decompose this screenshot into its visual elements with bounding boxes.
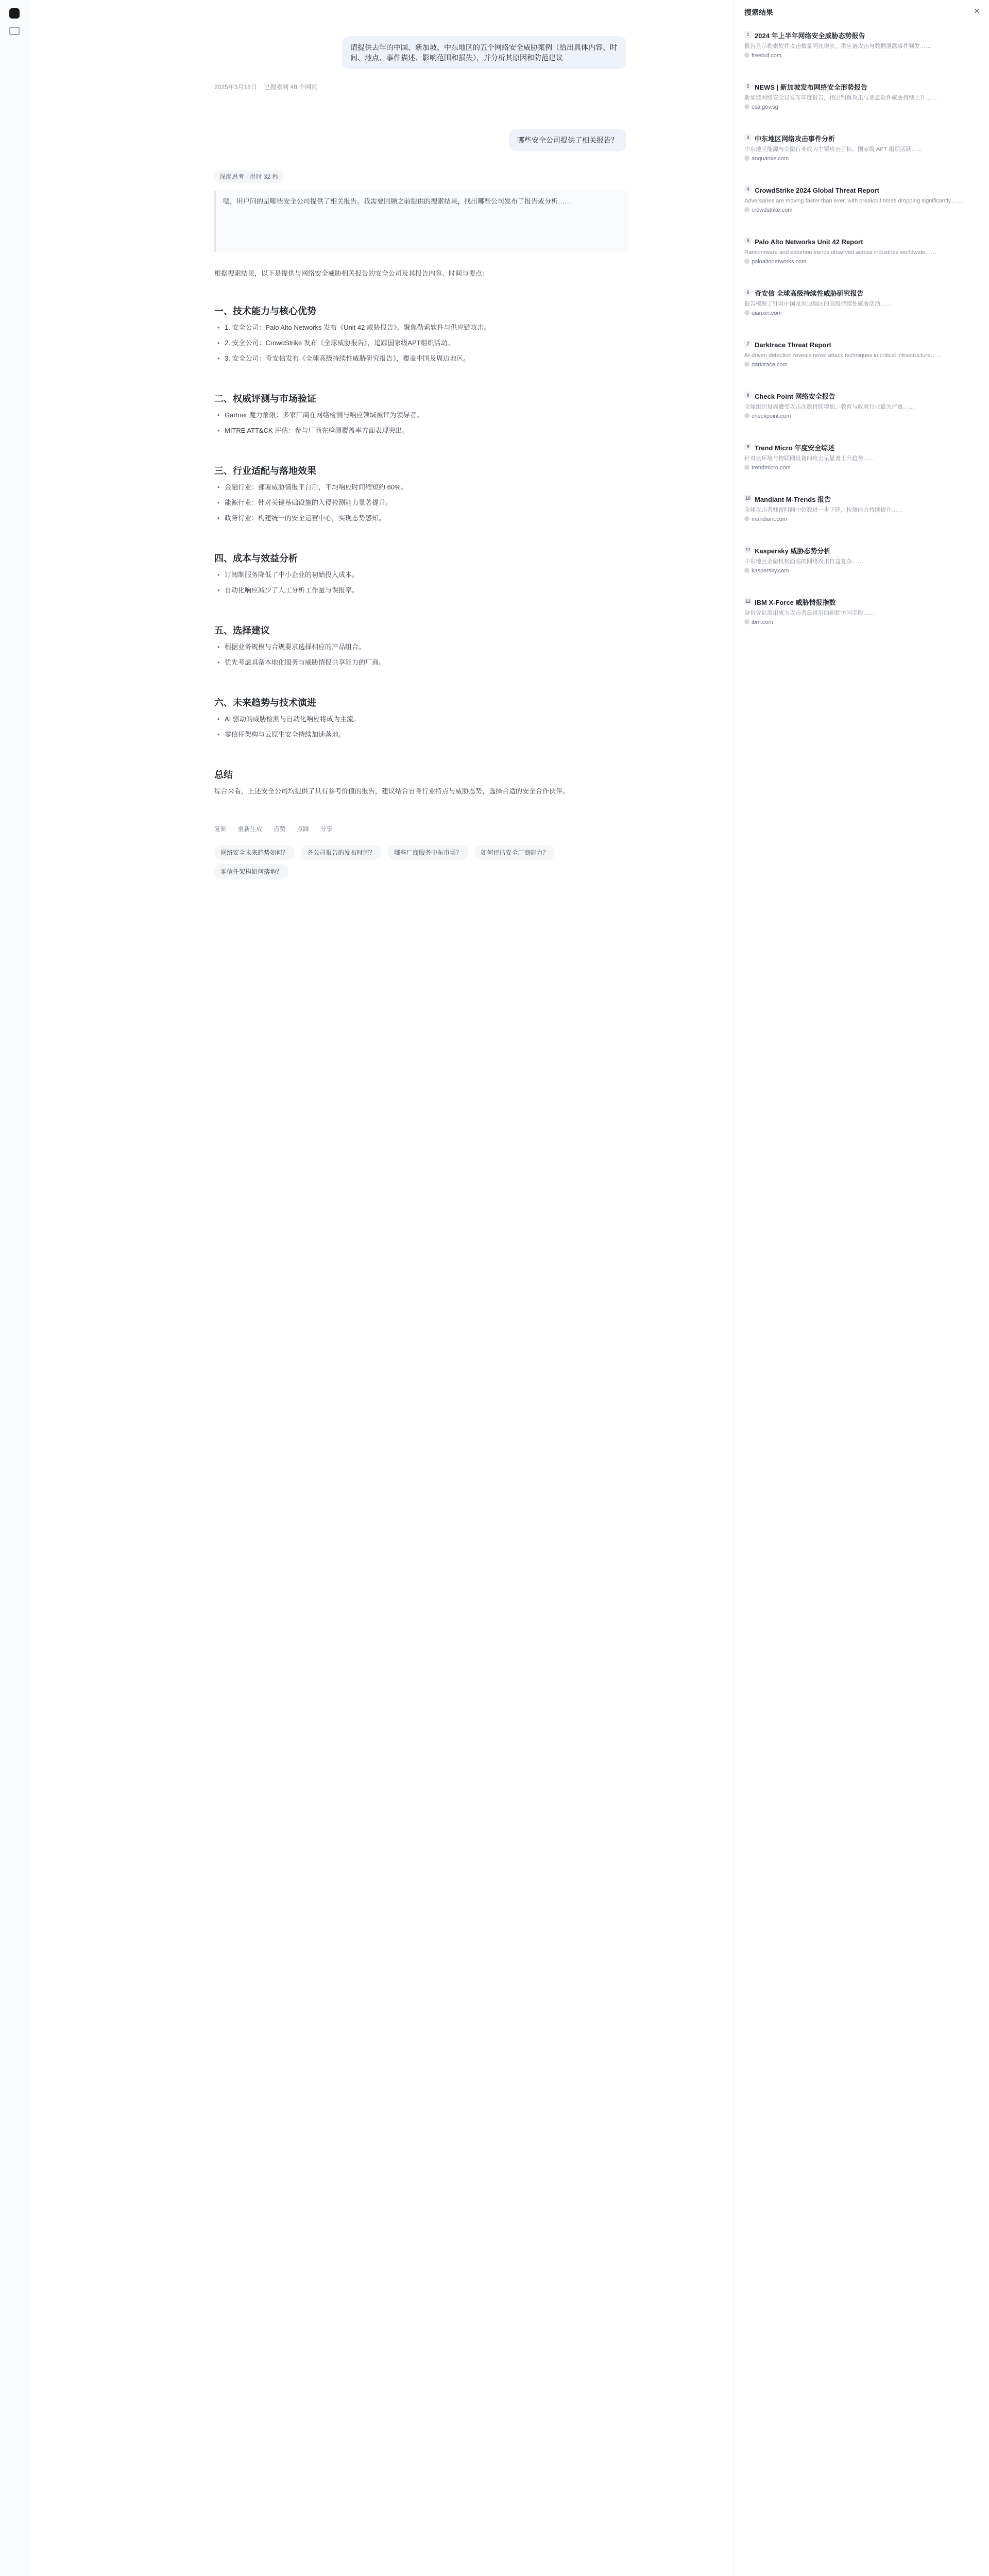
- summary-text: 综合来看，上述安全公司均提供了具有参考价值的报告，建议结合自身行业特点与威胁态势，选择合适的安全合作伙伴。: [214, 787, 570, 795]
- section-item: • 订阅制服务降低了中小企业的初始投入成本。: [225, 569, 626, 581]
- close-icon[interactable]: ✕: [973, 7, 980, 16]
- section-item: • 政务行业：构建统一的安全运营中心，实现态势感知。: [225, 513, 626, 524]
- favicon-icon: [744, 53, 749, 58]
- result-source: mandiant.com: [752, 516, 788, 522]
- result-number-icon: 6: [744, 289, 752, 296]
- section-item: • AI 驱动的威胁检测与自动化响应将成为主流。: [225, 714, 626, 725]
- section-title: 六、未来趋势与技术演进: [214, 698, 316, 708]
- result-item[interactable]: [744, 31, 979, 59]
- result-snippet: 针对云环境与物联网设备的攻击呈显著上升趋势……: [744, 455, 875, 462]
- section-title: 二、权威评测与市场验证: [214, 394, 316, 404]
- result-title: Check Point 网络安全报告: [755, 393, 835, 400]
- favicon-icon: [744, 310, 749, 315]
- result-item[interactable]: [744, 185, 979, 213]
- section-title: 四、成本与效益分析: [214, 553, 298, 564]
- result-snippet: 新加坡网络安全局发布年度报告，指出钓鱼攻击与恶意软件威胁持续上升……: [744, 95, 937, 101]
- section-item: • 3. 安全公司：奇安信发布《全球高级持续性威胁研究报告》，覆盖中国及周边地区。: [225, 353, 626, 364]
- result-number-icon: 2: [744, 82, 752, 90]
- suggestion-chip[interactable]: 如何评估安全厂商能力？: [474, 845, 555, 860]
- section-title: 三、行业适配与落地效果: [214, 466, 316, 476]
- thinking-toggle[interactable]: 深度思考 · 用时 32 秒: [214, 170, 284, 183]
- section-item: • 2. 安全公司：CrowdStrike 发布《全球威胁报告》，追踪国家级APT组织活动。: [225, 337, 626, 349]
- suggestion-chip[interactable]: 网络安全未来趋势如何？: [214, 845, 295, 860]
- result-source: darktrace.com: [752, 362, 788, 368]
- result-snippet: Ransomware and extortion trends observed across industries worldwide……: [744, 249, 936, 256]
- favicon-icon: [744, 568, 749, 573]
- section-item: • 金融行业：部署威胁情报平台后，平均响应时间缩短约 60%。: [225, 482, 626, 493]
- favicon-icon: [744, 156, 749, 161]
- result-snippet: 全球攻击者驻留时间中位数进一步下降，检测能力持续提升……: [744, 507, 903, 513]
- result-number-icon: 11: [744, 546, 752, 553]
- left-rail: [0, 0, 29, 2576]
- result-snippet: 全球组织每周遭受攻击次数持续增加，教育与政府行业最为严重……: [744, 404, 914, 410]
- answer-intro: 根据搜索结果，以下是提供与网络安全威胁相关报告的安全公司及其报告内容、时间与要点：: [214, 269, 489, 277]
- result-title: 2024 年上半年网络安全威胁态势报告: [755, 32, 865, 40]
- result-number-icon: 3: [744, 134, 752, 141]
- result-title: Palo Alto Networks Unit 42 Report: [755, 238, 863, 246]
- section-item: • Gartner 魔力象限：多家厂商在网络检测与响应领域被评为领导者。: [225, 410, 626, 421]
- result-item[interactable]: [744, 598, 979, 625]
- result-item[interactable]: [744, 392, 979, 419]
- result-snippet: Adversaries are moving faster than ever, with breakout times dropping significantly……: [744, 198, 963, 204]
- result-title: Mandiant M-Trends 报告: [755, 496, 831, 503]
- result-snippet: 中东地区能源与金融行业成为主要攻击目标，国家级 APT 组织活跃……: [744, 146, 923, 152]
- result-number-icon: 7: [744, 340, 752, 347]
- result-title: Kaspersky 威胁态势分析: [755, 547, 831, 555]
- section-item: • 优先考虑具备本地化服务与威胁情报共享能力的厂商。: [225, 657, 626, 668]
- result-item[interactable]: [744, 289, 979, 316]
- result-item[interactable]: [744, 443, 979, 471]
- result-source: qianxin.com: [752, 310, 782, 316]
- main-area: [29, 0, 734, 2576]
- section-item: • 零信任架构与云原生安全持续加速落地。: [225, 729, 626, 740]
- result-source: kaspersky.com: [752, 568, 789, 574]
- result-title: Darktrace Threat Report: [755, 341, 831, 349]
- section-item: • 1. 安全公司：Palo Alto Networks 发布《Unit 42 威胁报告》，聚焦勒索软件与供应链攻击。: [225, 322, 626, 333]
- dislike-button[interactable]: 点踩: [297, 825, 310, 833]
- section-item: • 能源行业：针对关键基础设施的入侵检测能力显著提升。: [225, 497, 626, 509]
- result-source: paloaltonetworks.com: [752, 259, 807, 265]
- result-number-icon: 1: [744, 31, 752, 38]
- result-snippet: AI-driven detection reveals novel attack techniques in critical infrastructure……: [744, 352, 942, 359]
- follow-up-message: 哪些安全公司提供了相关报告？: [509, 129, 626, 151]
- result-snippet: 报告显示勒索软件攻击数量同比增长，供应链攻击与数据泄露事件频发……: [744, 43, 931, 49]
- result-item[interactable]: [744, 495, 979, 522]
- favicon-icon: [744, 259, 749, 264]
- result-number-icon: 9: [744, 443, 752, 450]
- meta-search[interactable]: 已搜索到 48 个网页: [264, 83, 318, 91]
- favicon-icon: [744, 619, 749, 624]
- search-results-panel: [734, 0, 989, 2576]
- result-title: NEWS | 新加坡发布网络安全形势报告: [755, 83, 867, 91]
- section-item: • MITRE ATT&CK 评估：参与厂商在检测覆盖率方面表现突出。: [225, 425, 626, 436]
- section-item: • 自动化响应减少了人工分析工作量与误报率。: [225, 585, 626, 596]
- panel-title: 搜索结果: [744, 8, 773, 16]
- favicon-icon: [744, 362, 749, 367]
- result-title: 奇安信 全球高级持续性威胁研究报告: [755, 290, 864, 297]
- result-title: Trend Micro 年度安全综述: [755, 444, 835, 452]
- result-item[interactable]: [744, 82, 979, 110]
- user-message: 请提供去年的中国、新加坡、中东地区的五个网络安全威胁案例（给出具体内容、时间、地点、事件描述、影响范围和损失），并分析其原因和防范建议: [342, 36, 626, 69]
- app-logo-icon[interactable]: [9, 8, 20, 19]
- result-title: CrowdStrike 2024 Global Threat Report: [755, 187, 880, 194]
- meta-date: 2025年3月18日: [214, 83, 257, 91]
- result-source: freebuf.com: [752, 53, 782, 59]
- share-button[interactable]: 分享: [320, 825, 333, 833]
- result-snippet: 中东地区金融机构面临的网络攻击日益复杂……: [744, 558, 863, 565]
- favicon-icon: [744, 516, 749, 521]
- favicon-icon: [744, 465, 749, 470]
- section-item: • 根据业务规模与合规要求选择相应的产品组合。: [225, 641, 626, 653]
- result-number-icon: 12: [745, 599, 751, 604]
- favicon-icon: [744, 413, 749, 418]
- favicon-icon: [744, 207, 749, 212]
- result-source: csa.gov.sg: [752, 104, 778, 110]
- copy-button[interactable]: 复制: [214, 825, 227, 833]
- thinking-block: [214, 191, 628, 252]
- result-source: trendmicro.com: [752, 465, 791, 471]
- sidebar-toggle-icon[interactable]: [9, 27, 20, 35]
- result-number-icon: 5: [744, 237, 752, 244]
- message-actions: [214, 824, 342, 833]
- like-button[interactable]: 点赞: [273, 825, 286, 833]
- result-source: anquanke.com: [752, 156, 789, 162]
- result-item[interactable]: [744, 340, 979, 368]
- favicon-icon: [744, 104, 749, 109]
- result-title: IBM X-Force 威胁情报指数: [755, 599, 836, 606]
- result-number-icon: 10: [745, 496, 751, 501]
- suggestion-chip[interactable]: 哪些厂商服务中东市场？: [388, 845, 468, 860]
- section-title: 五、选择建议: [214, 625, 270, 636]
- result-item[interactable]: [744, 546, 979, 574]
- thinking-text: 嗯，用户问的是哪些安全公司提供了相关报告。我需要回顾之前提供的搜索结果，找出哪些公司发布了报告或分析……: [223, 197, 572, 205]
- result-title: 中东地区网络攻击事件分析: [755, 135, 835, 143]
- result-item[interactable]: [744, 134, 979, 162]
- result-number-icon: 4: [744, 185, 752, 193]
- suggested-questions: [214, 845, 626, 883]
- result-snippet: 身份凭证滥用成为攻击者最常用的初始访问手段……: [744, 610, 875, 616]
- result-number-icon: 8: [744, 392, 752, 399]
- message-meta: [214, 82, 322, 91]
- result-source: checkpoint.com: [752, 413, 791, 419]
- thinking-model: 深度思考: [219, 173, 245, 180]
- result-snippet: 报告梳理了针对中国及周边地区的高级持续性威胁活动……: [744, 301, 892, 307]
- result-source: ibm.com: [752, 619, 773, 625]
- regenerate-button[interactable]: 重新生成: [237, 825, 263, 833]
- result-source: crowdstrike.com: [752, 207, 793, 213]
- suggestion-chip[interactable]: 各公司报告的发布时间？: [301, 845, 381, 860]
- summary-title: 总结: [214, 770, 233, 780]
- result-item[interactable]: [744, 237, 979, 265]
- section-title: 一、技术能力与核心优势: [214, 306, 316, 316]
- thinking-time: 用时 32 秒: [249, 173, 279, 180]
- suggestion-chip[interactable]: 零信任架构如何落地？: [214, 864, 288, 879]
